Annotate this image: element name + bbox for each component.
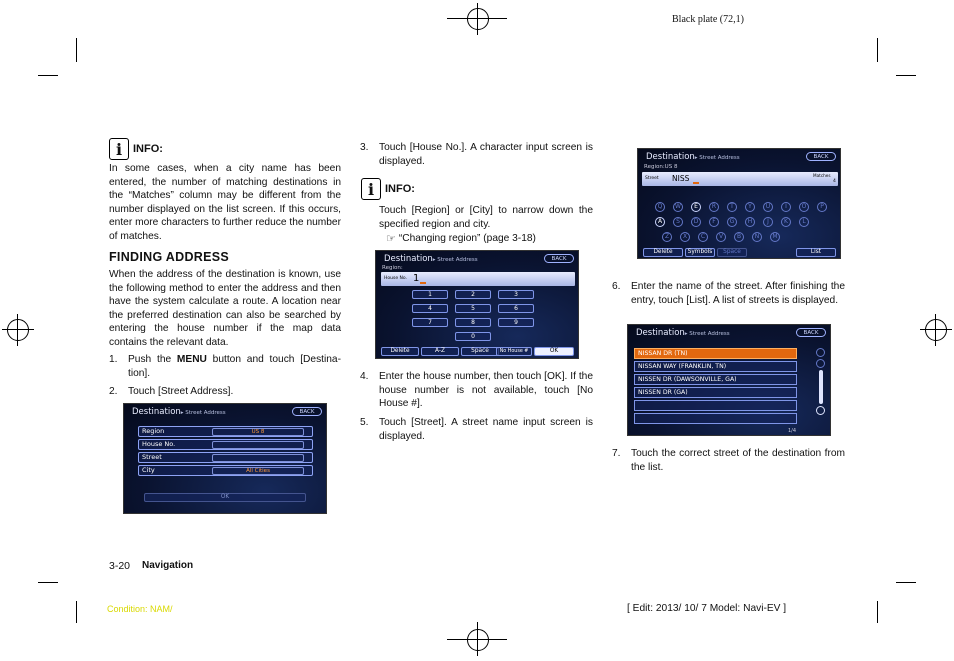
- key-h[interactable]: H: [745, 217, 755, 227]
- info-icon: i: [109, 138, 129, 160]
- step-text: Touch [Street]. A street name input screen is displayed.: [379, 417, 593, 442]
- street-row[interactable]: Street: [138, 452, 313, 463]
- screen-title: Destination▸ Street Address: [132, 407, 226, 417]
- scrollbar[interactable]: [819, 370, 823, 404]
- matches-label: Matches: [813, 173, 831, 178]
- numpad-key[interactable]: 1: [412, 290, 448, 299]
- reference-link[interactable]: ☞ “Changing region” (page 3-18): [386, 233, 536, 245]
- key-f[interactable]: F: [709, 217, 719, 227]
- step-text: Enter the name of the street. After finishing the entry, touch [List]. A list of streets is displayed.: [631, 281, 845, 306]
- screen-title: Destination▸ Street Address: [646, 152, 740, 162]
- key-k[interactable]: K: [781, 217, 791, 227]
- crop-mark: [76, 601, 77, 623]
- numpad-key[interactable]: 3: [498, 290, 534, 299]
- cursor: [420, 282, 426, 284]
- list-item[interactable]: NISSAN DR (TN): [634, 348, 797, 359]
- list-item[interactable]: NISSAN WAY (FRANKLIN, TN): [634, 361, 797, 372]
- info-label: INFO:: [385, 183, 415, 195]
- condition-label: Condition: NAM/: [107, 604, 173, 614]
- region-value: US 8: [212, 428, 304, 436]
- scroll-up-page-icon[interactable]: [816, 359, 825, 368]
- key-a[interactable]: A: [655, 217, 665, 227]
- key-w[interactable]: W: [673, 202, 683, 212]
- a-z-button[interactable]: A-Z: [421, 347, 459, 356]
- crop-mark: [896, 75, 916, 76]
- delete-button[interactable]: Delete: [643, 248, 683, 257]
- screenshot-street-list: [627, 324, 831, 436]
- step-6: [612, 280, 845, 307]
- key-i[interactable]: I: [781, 202, 791, 212]
- key-j[interactable]: J: [763, 217, 773, 227]
- list-item[interactable]: [634, 400, 797, 411]
- edit-info: [ Edit: 2013/ 10/ 7 Model: Navi-EV ]: [627, 603, 787, 614]
- step-7: [612, 447, 845, 474]
- key-t[interactable]: T: [727, 202, 737, 212]
- crop-mark: [38, 75, 58, 76]
- step-text: Touch [Street Address].: [128, 386, 234, 397]
- screenshot-street-address-menu: [123, 403, 327, 514]
- numpad-key[interactable]: 8: [455, 318, 491, 327]
- key-p[interactable]: P: [817, 202, 827, 212]
- region-label: Region:: [382, 265, 403, 271]
- crop-mark: [76, 38, 77, 62]
- back-button[interactable]: BACK: [292, 407, 322, 416]
- back-button[interactable]: BACK: [796, 328, 826, 337]
- section-name: Navigation: [142, 560, 194, 571]
- info-block-1: [109, 138, 341, 160]
- crop-mark: [896, 582, 916, 583]
- input-value: NISS: [672, 174, 690, 183]
- street-input[interactable]: [642, 172, 838, 186]
- screen-title: Destination▸ Street Address: [384, 254, 478, 264]
- numpad-key[interactable]: 6: [498, 304, 534, 313]
- info-block-2: [361, 178, 415, 200]
- key-n[interactable]: N: [752, 232, 762, 242]
- numpad-key[interactable]: 4: [412, 304, 448, 313]
- key-o[interactable]: O: [799, 202, 809, 212]
- numpad-key[interactable]: 9: [498, 318, 534, 327]
- crop-mark: [38, 582, 58, 583]
- key-m[interactable]: M: [770, 232, 780, 242]
- region-row[interactable]: Region: [138, 426, 313, 437]
- key-z[interactable]: Z: [662, 232, 672, 242]
- ok-button[interactable]: OK: [144, 493, 306, 502]
- info-header: [109, 138, 341, 160]
- key-r[interactable]: R: [709, 202, 719, 212]
- house-no-input[interactable]: [381, 272, 575, 286]
- field-label: House No.: [384, 276, 408, 281]
- step-number: 4.: [360, 371, 369, 382]
- step-1: [109, 353, 341, 380]
- numpad-key[interactable]: 2: [455, 290, 491, 299]
- step-3: [360, 141, 593, 168]
- step-text: Enter the house number, then touch [OK]. If the house number is not available, touch [No House #].: [379, 371, 593, 410]
- key-c[interactable]: C: [698, 232, 708, 242]
- reference-arrow-icon: ☞: [386, 233, 396, 245]
- list-item[interactable]: NISSEN DR (DAWSONVILLE, GA): [634, 374, 797, 385]
- street-value: [212, 454, 304, 462]
- step-text: Touch the correct street of the destination from the list.: [631, 448, 845, 473]
- page-footer: [109, 560, 193, 572]
- intro-text: When the address of the destination is known, use the following method to enter the address and then have the system calculate a route. A location near the preferred destination can also be searched by entering the house number if the map data contains the relevant data.: [109, 269, 341, 348]
- page-indicator: 1/4: [788, 428, 797, 434]
- region-label: Region:US 8: [644, 164, 678, 170]
- step-text: Touch [House No.]. A character input screen is displayed.: [379, 142, 593, 167]
- step-4: [360, 370, 593, 411]
- step-2: [109, 385, 341, 399]
- key-x[interactable]: X: [680, 232, 690, 242]
- key-u[interactable]: U: [763, 202, 773, 212]
- list-item[interactable]: [634, 413, 797, 424]
- scroll-down-icon[interactable]: [816, 406, 825, 415]
- cursor: [693, 182, 699, 184]
- crop-mark: [877, 38, 878, 62]
- info-icon: i: [361, 178, 381, 200]
- step-number: 3.: [360, 142, 369, 153]
- space-button[interactable]: Space: [461, 347, 499, 356]
- step-5: [360, 416, 593, 443]
- input-value: 1: [413, 273, 420, 284]
- info-text: Touch [Region] or [City] to narrow down the specified region and city.: [379, 205, 593, 230]
- key-g[interactable]: G: [727, 217, 737, 227]
- screen-title: Destination▸ Street Address: [636, 328, 730, 338]
- ok-button[interactable]: OK: [534, 347, 574, 356]
- city-value: All Cities: [212, 467, 304, 475]
- step-number: 6.: [612, 281, 621, 292]
- symbols-button[interactable]: Symbols: [685, 248, 715, 257]
- numpad-key[interactable]: 0: [455, 332, 491, 341]
- step-number: 5.: [360, 417, 369, 428]
- matches-value: 4: [833, 179, 836, 184]
- no-house-button[interactable]: No House #: [496, 347, 532, 356]
- step-number: 7.: [612, 448, 621, 459]
- city-row[interactable]: City: [138, 465, 313, 476]
- menu-button-label: MENU: [176, 354, 207, 365]
- numpad-key[interactable]: 5: [455, 304, 491, 313]
- house-no-value: [212, 441, 304, 449]
- key-e[interactable]: E: [691, 202, 701, 212]
- list-button[interactable]: List: [796, 248, 836, 257]
- info-label: INFO:: [133, 143, 163, 155]
- key-v[interactable]: V: [716, 232, 726, 242]
- info-header: [361, 178, 415, 200]
- space-button[interactable]: Space: [717, 248, 747, 257]
- numpad-key[interactable]: 7: [412, 318, 448, 327]
- screenshot-street-name-input: [637, 148, 841, 259]
- list-item[interactable]: NISSEN DR (GA): [634, 387, 797, 398]
- back-button[interactable]: BACK: [544, 254, 574, 263]
- key-l[interactable]: L: [799, 217, 809, 227]
- key-d[interactable]: D: [691, 217, 701, 227]
- back-button[interactable]: BACK: [806, 152, 836, 161]
- house-no-row[interactable]: House No.: [138, 439, 313, 450]
- key-y[interactable]: Y: [745, 202, 755, 212]
- plate-label: Black plate (72,1): [672, 14, 744, 25]
- page-number: 3-20: [109, 560, 131, 572]
- step-text: Push the MENU button and touch [Destina-tion].: [128, 354, 341, 379]
- delete-button[interactable]: Delete: [381, 347, 419, 356]
- scroll-up-icon[interactable]: [816, 348, 825, 357]
- key-s[interactable]: S: [673, 217, 683, 227]
- step-number: 1.: [109, 354, 118, 365]
- field-label: Street: [645, 176, 659, 181]
- info-text: In some cases, when a city name has been entered, the number of matching destinations in the “Matches” column may be different from the number displayed on the list screen. If this occurs, enter more characters to further reduce the number of matches.: [109, 163, 341, 242]
- key-q[interactable]: Q: [655, 202, 665, 212]
- key-b[interactable]: B: [734, 232, 744, 242]
- crop-mark: [877, 601, 878, 623]
- section-heading: FINDING ADDRESS: [109, 250, 230, 264]
- step-number: 2.: [109, 386, 118, 397]
- screenshot-house-number-input: [375, 250, 579, 359]
